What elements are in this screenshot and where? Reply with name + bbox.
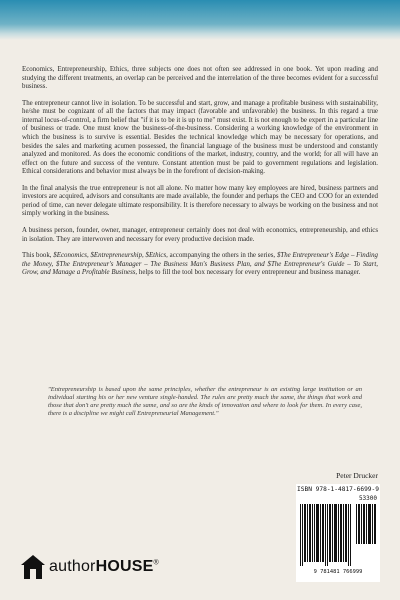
publisher-logo: [20, 554, 159, 580]
series-title-2: $The Entrepreneur's Edge – Finding the Money, $The Entrepreneur's Manager – The Business Man's Business Plan, and $The Entrepreneur's Guide – To Start, Grow, and Manage a Profitable Business,: [22, 252, 378, 277]
quote-author: Peter Drucker: [336, 471, 378, 480]
top-color-band: [0, 0, 400, 40]
paragraph-intro: Economics, Entrepreneurship, Ethics, three subjects one does not often see addressed in one book. Yet upon reading and studying the different treatments, an overlap can be perceived and the interrelation of the three becomes evident for a successful business.: [22, 66, 378, 91]
paragraph-final-analysis: In the final analysis the true entrepreneur is not all alone. No matter how many key employees are hired, business partners and investors are acquired, advisors and consultants are made available, the founder and perhaps the CEO and COO for an extended period of time, can never delegate ultimate responsibility. It is therefore necessary to always be working on the business and not simply working in the business.: [22, 184, 378, 218]
ean-number: 9 781481 766999: [313, 569, 363, 575]
isbn-number: ISBN 978-1-4817-6699-9: [297, 486, 379, 493]
ean-bars-icon: [300, 504, 352, 566]
house-logo-icon: [20, 554, 46, 580]
series-text-1: This book,: [22, 252, 54, 260]
series-title-1: $Economics, $Entrepreneurship, $Ethics,: [53, 252, 168, 260]
logo-name: HOUSE: [95, 558, 154, 575]
isbn-barcode: [296, 484, 380, 582]
drucker-quote: "Entrepreneurship is based upon the same principles, whether the entrepreneur is an existing large institution or an individual starting his or her new venture single-handed. The rules are pretty much the same, the things that work and those that don't are pretty much the same, and so are the kinds of innovation and where to look for them. In every case, there is a discipline we might call Entrepreneurial Management.": [48, 386, 362, 418]
addon-bars-icon: [356, 504, 376, 544]
series-text-3: helps to fill the tool box necessary for every entrepreneur and business manager.: [137, 269, 361, 277]
paragraph-series: [22, 252, 378, 278]
price-code: 53300: [358, 495, 377, 502]
paragraph-interwoven: A business person, founder, owner, manager, entrepreneur certainly does not deal with economics, entrepreneurship, and ethics in isolation. They are interwoven and necessary for every productive decision made.: [22, 227, 378, 243]
logo-prefix: author: [49, 558, 96, 575]
logo-registered: ®: [153, 559, 159, 567]
body-text: [22, 66, 378, 286]
paragraph-isolation: The entrepreneur cannot live in isolation. To be successful and start, grow, and manage a profitable business with sustainability, he/she must be cognizant of all the factors that may impact (favorable and unfavorable) the business. In this regard a true internal locus-of-control, a firm belief that "if it is to be it is up to me" must exist. It is not enough to be expert in a particular line of business or trade. One must know the business-of-the-business. Considering a working knowledge of the environment in which the business is to survive is essential. Besides the technical knowledge which may be necessary for operations, and besides the sales and marketing acumen possessed, the financial language of the business must be understood and constantly analyzed and monitored. As does the economic conditions of the market, industry, country, and the world; for all will have an effect on the future and success of the venture. Constant attention must be paid to government regulations and legislation. Ethical considerations and behavior must always be in the forefront of decision-making.: [22, 99, 378, 176]
series-text-2: accompanying the others in the series,: [167, 252, 277, 260]
